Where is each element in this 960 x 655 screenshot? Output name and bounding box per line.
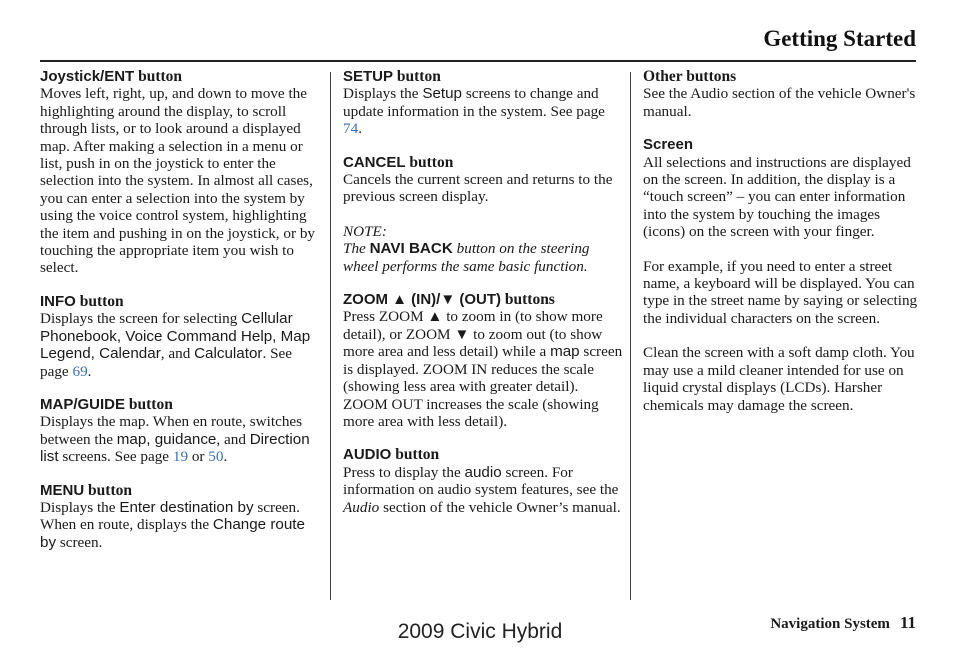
heading-suffix: button xyxy=(84,481,132,499)
page-link-69[interactable]: 69 xyxy=(72,362,88,380)
section-heading-zoom xyxy=(343,291,623,308)
screen-name-term: Setup xyxy=(422,85,463,103)
zoom-description xyxy=(343,308,623,430)
column-divider-1 xyxy=(330,72,331,600)
text-run: Press ZOOM ▲ to zoom in (to show more detail), or ZOOM ▼ to zoom out (to show more area and less detail) while a xyxy=(343,308,603,361)
screen-name-term: map, guidance xyxy=(116,430,217,448)
heading-suffix: buttons xyxy=(501,291,555,309)
cancel-description: Cancels the current screen and returns to the previous screen display. xyxy=(343,171,613,206)
heading-suffix: button xyxy=(391,446,440,464)
screen-name-term: Change route by xyxy=(40,516,305,551)
text-run: or xyxy=(188,448,209,466)
text-run: The xyxy=(343,240,370,258)
heading-suffix: button xyxy=(134,68,183,85)
note-label: NOTE: xyxy=(343,222,387,240)
column-1 xyxy=(40,68,320,551)
heading-suffix: button xyxy=(125,395,173,413)
heading-term: CANCEL xyxy=(343,153,406,171)
section-heading-joystick xyxy=(40,68,320,85)
joystick-description: Moves left, right, up, and down to move the highlighting around the display, to scroll through lists, or to look around a displayed map. After making a selection in a menu or list, push in on the joystick to enter the selection into the system. In almost all cases, you can enter a selection into the system by using the voice control system, highlighting the item and pushing in on the joystick, or by touching the appropriate item you wish to select. xyxy=(40,85,316,277)
text-run: . xyxy=(358,120,362,138)
screen-description-1: All selections and instructions are displayed on the screen. In addition, the display is a “touch screen” – you can enter information into the system by touching the images (icons) on the screen with your finger. xyxy=(643,153,911,241)
text-run: , and xyxy=(160,345,195,363)
other-buttons-description: See the Audio section of the vehicle Owner's manual. xyxy=(643,85,916,120)
text-run: Displays the xyxy=(40,498,120,516)
footer-label: Navigation System xyxy=(770,616,890,632)
info-description xyxy=(40,310,320,380)
audio-description xyxy=(343,464,623,516)
screen-description-3: Clean the screen with a soft damp cloth. You may use a mild cleaner intended for use on liquid crystal displays (LCDs). Harsher chemicals may damage the screen. xyxy=(643,344,915,414)
menu-description xyxy=(40,499,320,551)
screen-name-term: Calculator xyxy=(194,345,263,363)
screen-name-term: Direction list xyxy=(40,430,310,466)
text-run: Displays the map. When en route, switches between the xyxy=(40,413,303,448)
heading-term: INFO xyxy=(40,292,76,310)
screen-name-term: audio xyxy=(464,463,502,481)
column-divider-2 xyxy=(630,72,631,600)
section-heading-info xyxy=(40,293,320,310)
heading-term: MENU xyxy=(40,481,85,499)
page-link-74[interactable]: 74 xyxy=(343,120,359,138)
text-run: screen is displayed. ZOOM IN reduces the scale (showing less area with greater detail). ZOOM OUT increases the scale (showing more area with less detail). xyxy=(343,343,623,430)
text-run: Displays the xyxy=(343,85,423,103)
page-number: 11 xyxy=(899,613,916,632)
page-link-19[interactable]: 19 xyxy=(172,448,189,466)
text-run: Audio xyxy=(343,498,380,516)
heading-term: SETUP xyxy=(343,68,394,85)
text-run: screens. See page xyxy=(58,448,173,466)
heading-term: MAP/GUIDE xyxy=(40,395,126,413)
header-rule xyxy=(40,60,916,62)
screen-name-term: Cellular Phonebook, Voice Command Help, Map Legend, Calendar xyxy=(40,310,311,363)
heading-term: Joystick/ENT xyxy=(40,68,135,85)
section-heading-audio xyxy=(343,446,623,463)
text-run: section of the vehicle Owner’s manual. xyxy=(379,498,621,516)
text-run: Press to display the xyxy=(343,463,465,481)
note-text xyxy=(343,240,623,275)
section-heading-setup xyxy=(343,68,623,85)
heading-term: AUDIO xyxy=(343,446,392,464)
column-3 xyxy=(643,68,923,414)
heading-suffix: button xyxy=(75,292,124,310)
text-run: . xyxy=(87,362,92,380)
section-heading-screen xyxy=(643,136,923,153)
text-run: . xyxy=(223,448,228,466)
heading-suffix: button xyxy=(405,153,454,171)
text-run: Displays the screen for selecting xyxy=(40,310,242,328)
column-2 xyxy=(343,68,623,516)
heading-term: ZOOM ▲ (IN)/▼ (OUT) xyxy=(343,291,501,309)
screen-description-2: For example, if you need to enter a street name, a keyboard will be displayed. You can type in the street name by saying or selecting the individual characters on the screen. xyxy=(643,257,918,327)
button-name-term: NAVI BACK xyxy=(369,240,453,258)
text-run: screen. xyxy=(56,533,103,551)
section-heading-menu xyxy=(40,482,320,499)
screen-name-term: map xyxy=(550,343,580,361)
text-run: screen. For information on audio system features, see the xyxy=(343,463,619,499)
setup-description xyxy=(343,85,623,137)
text-run: screens to change and update information in the system. See page xyxy=(343,85,605,120)
text-run: . See page xyxy=(40,345,292,380)
section-heading-other-buttons: Other buttons xyxy=(643,68,737,85)
watermark-text: 2009 Civic Hybrid xyxy=(397,620,563,643)
screen-name-term: Enter destination by xyxy=(119,498,254,516)
section-heading-cancel xyxy=(343,154,623,171)
page-title: Getting Started xyxy=(763,26,916,51)
page-link-50[interactable]: 50 xyxy=(208,448,224,466)
map-guide-description xyxy=(40,413,320,465)
heading-term: Screen xyxy=(643,136,694,154)
section-heading-map-guide xyxy=(40,396,320,413)
text-run: , and xyxy=(216,430,250,448)
text-run: screen. When en route, displays the xyxy=(40,498,300,534)
text-run: button on the steering wheel performs the same basic function. xyxy=(343,240,590,275)
heading-suffix: button xyxy=(393,68,441,85)
